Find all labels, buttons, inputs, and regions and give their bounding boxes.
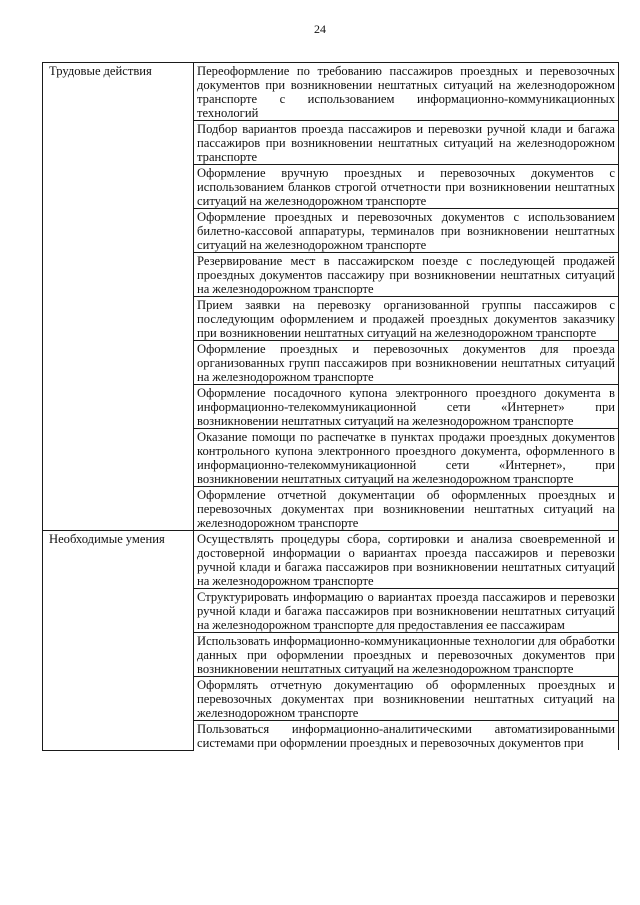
section-label: Необходимые умения <box>43 531 194 751</box>
requirement-text: Оформлять отчетную документацию об оформленных проездных и перевозочных документах при возникновении нештатных ситуаций на железнодорожном транспорте <box>194 677 619 721</box>
requirement-text: Резервирование мест в пассажирском поезде с последующей продажей проездных документов пассажиру при возникновении нештатных ситуаций на железнодорожном транспорте <box>194 253 619 297</box>
requirement-text: Оказание помощи по распечатке в пунктах продажи проездных документов контрольного купона электронного проездного документа, оформленного в информационно-телекоммуникационной сети «Интернет», при возникновении нештатных ситуаций на железнодорожном транспорте <box>194 429 619 487</box>
requirements-table <box>42 62 619 751</box>
section-label: Трудовые действия <box>43 63 194 531</box>
requirement-text: Оформление посадочного купона электронного проездного документа в информационно-телекоммуникационной сети «Интернет» при возникновении нештатных ситуаций на железнодорожном транспорте <box>194 385 619 429</box>
requirement-text: Осуществлять процедуры сбора, сортировки и анализа своевременной и достоверной информации о вариантах проезда пассажиров и перевозки ручной клади и багажа пассажиров при возникновении нештатных ситуаций на железнодорожном транспорте <box>194 531 619 589</box>
requirement-text: Использовать информационно-коммуникационные технологии для обработки данных при оформлении проездных и перевозочных документов при возникновении нештатных ситуаций на железнодорожном транспорте <box>194 633 619 677</box>
requirement-text: Структурировать информацию о вариантах проезда пассажиров и перевозки ручной клади и багажа пассажиров при возникновении нештатных ситуаций на железнодорожном транспорте для предоставления ее пассажирам <box>194 589 619 633</box>
requirement-text: Прием заявки на перевозку организованной группы пассажиров с последующим оформлением и продажей проездных документов заказчику при возникновении нештатных ситуаций на железнодорожном транспорте <box>194 297 619 341</box>
requirement-text: Оформление отчетной документации об оформленных проездных и перевозочных документах при возникновении нештатных ситуаций на железнодорожном транспорте <box>194 487 619 531</box>
requirement-text: Подбор вариантов проезда пассажиров и перевозки ручной клади и багажа пассажиров при возникновении нештатных ситуаций на железнодорожном транспорте <box>194 121 619 165</box>
requirement-text: Оформление проездных и перевозочных документов для проезда организованных групп пассажиров при возникновении нештатных ситуаций на железнодорожном транспорте <box>194 341 619 385</box>
requirements-table-body <box>43 63 619 751</box>
table-row <box>43 63 619 121</box>
requirement-text: Переоформление по требованию пассажиров проездных и перевозочных документов при возникновении нештатных ситуаций на железнодорожном транспорте с использованием информационно-коммуникационных технологий <box>194 63 619 121</box>
page-number: 24 <box>314 22 326 36</box>
table-row <box>43 531 619 589</box>
requirement-text: Оформление вручную проездных и перевозочных документов с использованием бланков строгой отчетности при возникновении нештатных ситуаций на железнодорожном транспорте <box>194 165 619 209</box>
requirement-text: Пользоваться информационно-аналитическими автоматизированными системами при оформлении проездных и перевозочных документов при <box>194 721 619 751</box>
requirement-text: Оформление проездных и перевозочных документов с использованием билетно-кассовой аппаратуры, терминалов при возникновении нештатных ситуаций на железнодорожном транспорте <box>194 209 619 253</box>
